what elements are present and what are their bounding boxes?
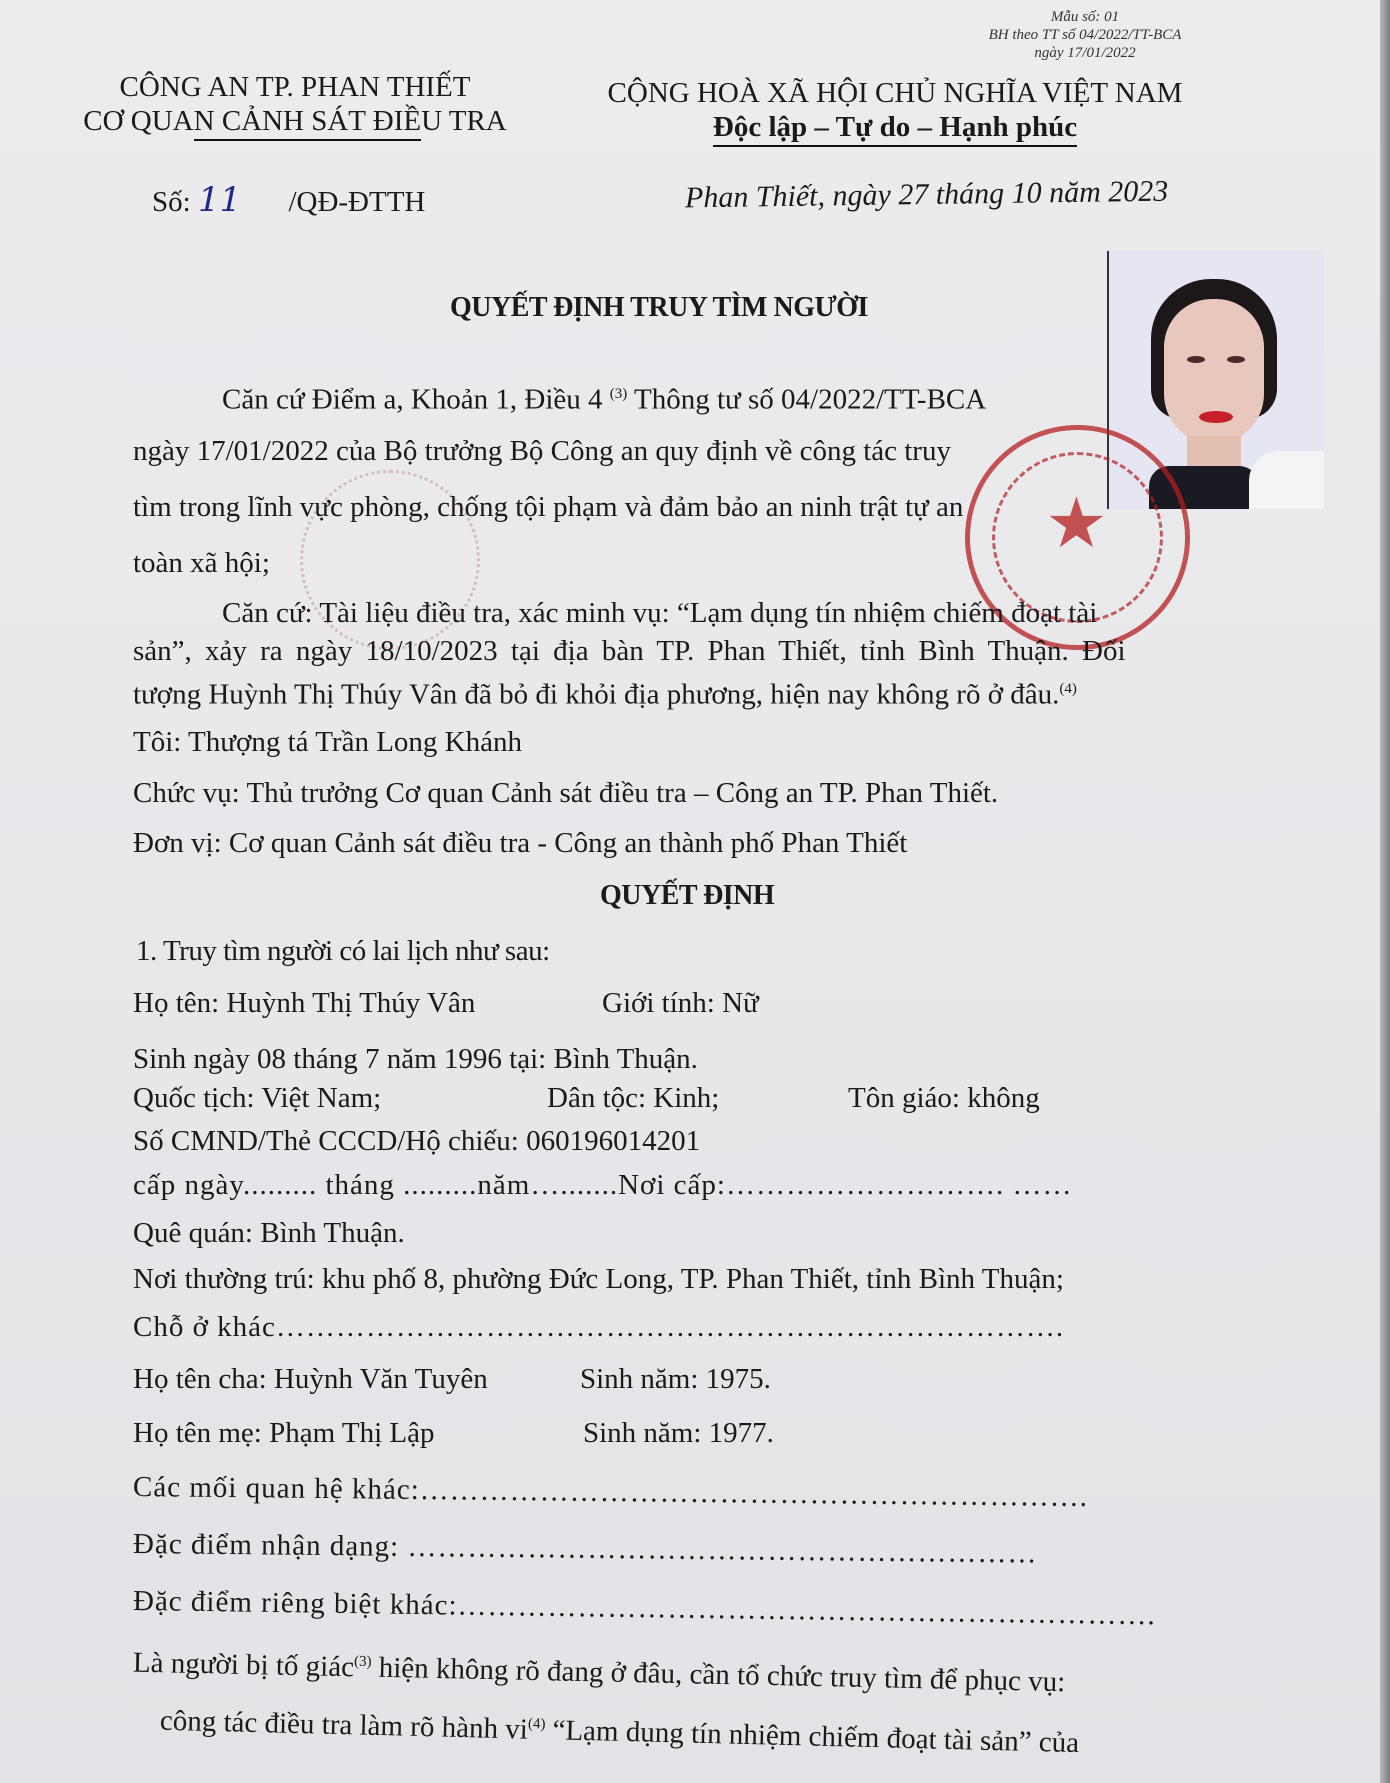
subject-ethnicity: Dân tộc: Kinh; (547, 1082, 720, 1114)
motto (565, 110, 1225, 144)
agency-line2 (55, 104, 535, 138)
subject-id-issue: cấp ngày......... tháng .........năm….......Nơi cấp:………………………. …… (133, 1169, 1073, 1201)
document-title: QUYẾT ĐỊNH TRUY TÌM NGƯỜI (450, 292, 868, 323)
form-note-line3: ngày 17/01/2022 (1034, 45, 1136, 61)
agency-line2-underlined: N CẢNH SÁT ĐIỀ (194, 105, 421, 141)
agency-line2-prefix: CƠ QUA (83, 105, 194, 137)
subject-religion: Tôn giáo: không (848, 1082, 1040, 1114)
footnote-ref: (4) (527, 1715, 546, 1733)
footnote-ref: (3) (353, 1653, 372, 1670)
subject-name: Họ tên: Huỳnh Thị Thúy Vân (133, 987, 476, 1019)
subject-id-number: Số CMND/Thẻ CCCD/Hộ chiếu: 060196014201 (133, 1125, 701, 1157)
agency-line1: CÔNG AN TP. PHAN THIẾT (119, 71, 471, 103)
doc-number-handwritten: 11 (197, 180, 242, 220)
preamble-text: Thông tư số 04/2022/TT-BCA (627, 383, 987, 416)
agency-line2-suffix: U TRA (421, 105, 507, 137)
closing-text: Là người bị tố giác (132, 1646, 355, 1684)
nation-header (565, 76, 1225, 144)
basis-line3 (133, 672, 1077, 712)
motto-text: Độc lập – Tự do – Hạnh phúc (713, 111, 1077, 147)
preamble-line3: tìm trong lĩnh vực phòng, chống tội phạm và đảm bảo an ninh trật tự an (133, 491, 964, 523)
closing-text: hiện không rõ đang ở đâu, cần tổ chức truy tìm để phục vụ: (371, 1651, 1066, 1699)
subject-nationality: Quốc tịch: Việt Nam; (133, 1082, 382, 1114)
father-name: Họ tên cha: Huỳnh Văn Tuyên (133, 1363, 488, 1395)
unit-line: Đơn vị: Cơ quan Cảnh sát điều tra - Công an thành phố Phan Thiết (133, 827, 908, 859)
nation-name: CỘNG HOÀ XÃ HỘI CHỦ NGHĨA VIỆT NAM (607, 77, 1183, 109)
form-note-line1: Mẫu số: 01 (1050, 9, 1120, 25)
special-features: Đặc điểm riêng biệt khác:……………………………………………………………. (132, 1585, 1156, 1632)
page-edge-shadow (1380, 0, 1390, 1783)
preamble-line1 (222, 377, 986, 417)
mother-birth-year: Sinh năm: 1977. (583, 1417, 774, 1449)
basis-line2: sản”, xảy ra ngày 18/10/2023 tại địa bàn TP. Phan Thiết, tỉnh Bình Thuận. Đối (133, 635, 1126, 667)
closing-line2 (160, 1698, 1080, 1760)
father-birth-year: Sinh năm: 1975. (580, 1363, 771, 1395)
subject-hometown: Quê quán: Bình Thuận. (133, 1217, 405, 1249)
closing-text: “Lạm dụng tín nhiệm chiếm đoạt tài sản” của (544, 1714, 1080, 1760)
other-relations: Các mối quan hệ khác:…………………………………………………………. (132, 1471, 1089, 1513)
footnote-ref: (4) (1059, 681, 1077, 697)
doc-number-label: Số: (152, 186, 191, 218)
decision-heading: QUYẾT ĐỊNH (600, 880, 775, 911)
subject-birth: Sinh ngày 08 tháng 7 năm 1996 tại: Bình Thuận. (133, 1043, 698, 1075)
closing-text: công tác điều tra làm rõ hành vi (159, 1704, 529, 1746)
doc-number-suffix: /QĐ-ĐTTH (288, 186, 426, 218)
star-icon: ★ (1045, 486, 1108, 563)
subject-gender: Giới tính: Nữ (602, 987, 759, 1019)
basis-text: tượng Huỳnh Thị Thúy Vân đã bỏ đi khỏi địa phương, hiện nay không rõ ở đâu. (133, 678, 1060, 711)
decision-item1: 1. Truy tìm người có lai lịch như sau: (136, 935, 550, 967)
document-number (152, 180, 425, 220)
place-date: Phan Thiết, ngày 27 tháng 10 năm 2023 (684, 174, 1169, 215)
closing-line1 (133, 1640, 1066, 1699)
form-note-line2: BH theo TT số 04/2022/TT-BCA (988, 27, 1182, 43)
mother-name: Họ tên mẹ: Phạm Thị Lập (133, 1417, 435, 1449)
identifying-features: Đặc điểm nhận dạng: ……………………………………………………… (132, 1528, 1038, 1570)
officer-line: Tôi: Thượng tá Trần Long Khánh (133, 726, 522, 758)
footnote-ref: (3) (609, 386, 628, 402)
subject-other-residence: Chỗ ở khác……………………………………………………………………. (133, 1311, 1065, 1343)
subject-residence: Nơi thường trú: khu phố 8, phường Đức Long, TP. Phan Thiết, tỉnh Bình Thuận; (133, 1263, 1064, 1295)
agency-header (55, 70, 535, 138)
preamble-line2: ngày 17/01/2022 của Bộ trưởng Bộ Công an quy định về công tác truy (133, 435, 951, 467)
preamble-text: Căn cứ Điểm a, Khoản 1, Điều 4 (222, 383, 610, 416)
preamble-line4: toàn xã hội; (133, 547, 270, 579)
basis-line1: Căn cứ: Tài liệu điều tra, xác minh vụ: “Lạm dụng tín nhiệm chiếm đoạt tài (222, 597, 1098, 629)
position-line: Chức vụ: Thủ trưởng Cơ quan Cảnh sát điều tra – Công an TP. Phan Thiết. (133, 777, 999, 809)
form-note (935, 8, 1235, 62)
